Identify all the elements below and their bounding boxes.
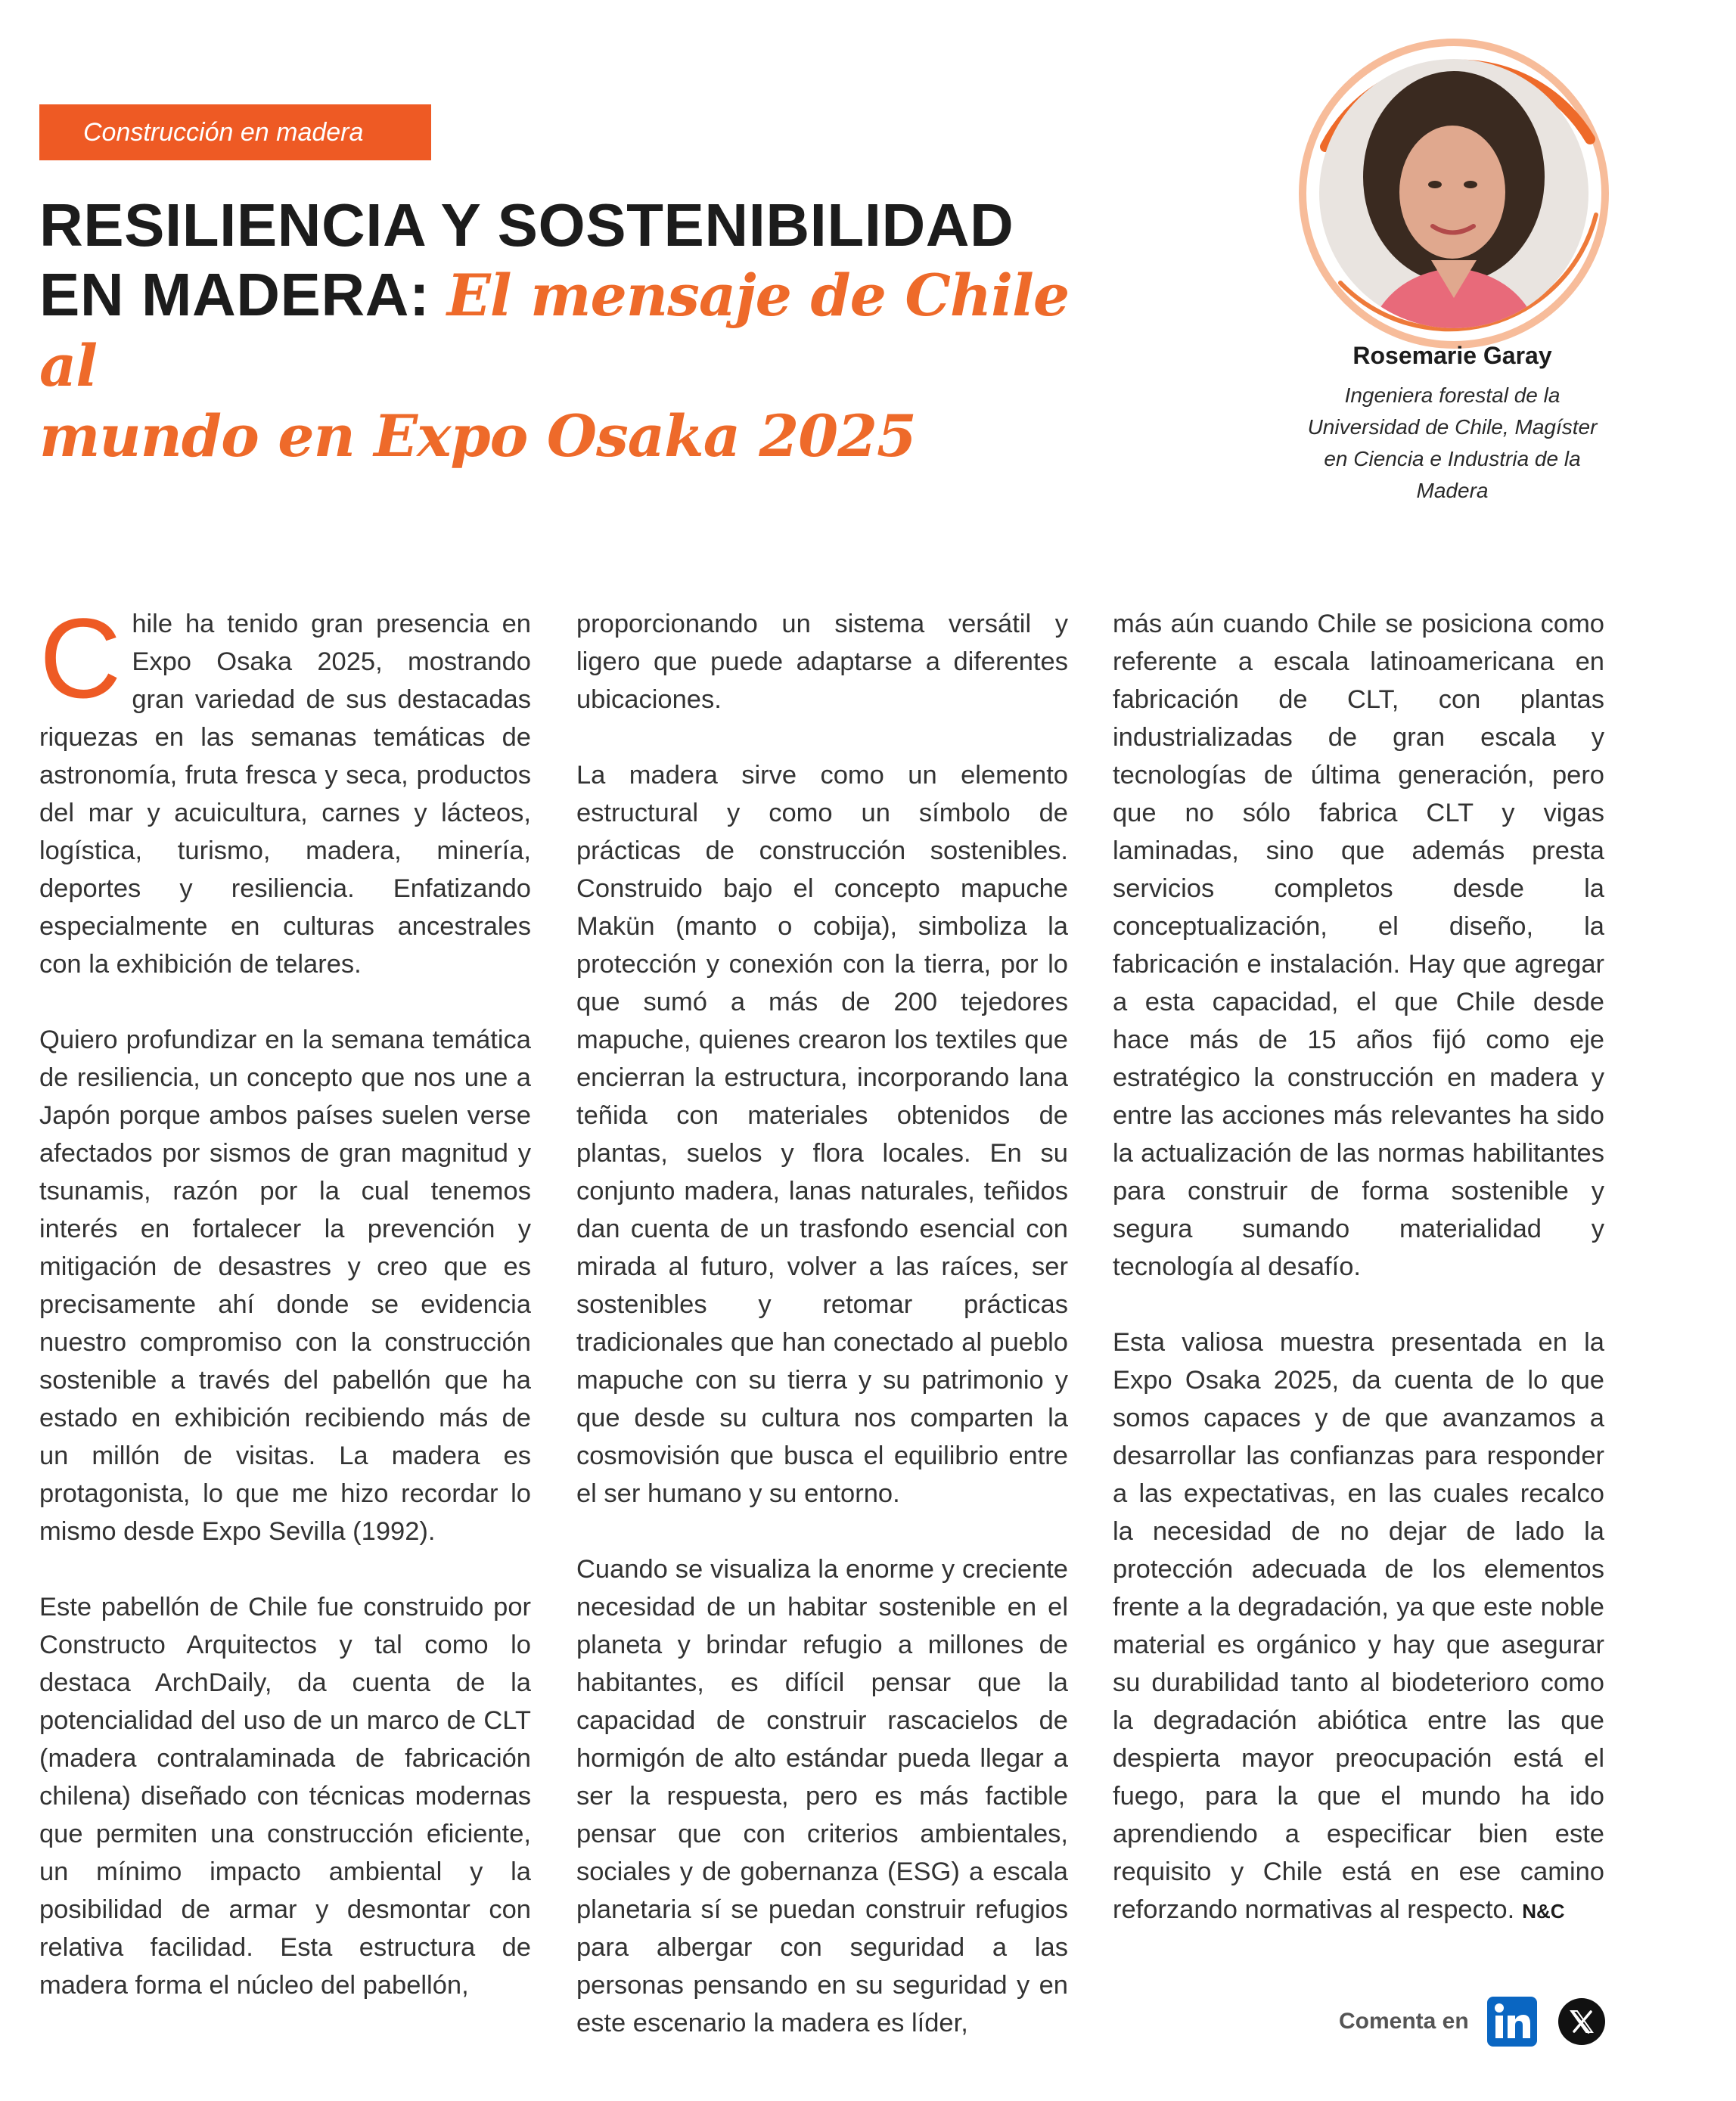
author-bio-line: Madera: [1416, 479, 1489, 502]
paragraph-text: Esta valiosa muestra presentada en la Expo Osaka 2025, da cuenta de lo que somos capaces y de que avanzamos a desarrollar las confianzas para responder a las expectativas, en las cuales recalco la necesidad de no dejar de lado la protección adecuada de los elementos frente a la degradación, ya que este noble material es orgánico y hay que asegurar su durabilidad tanto al biodeterioro como la degradación abiótica entre las que despierta mayor preocupación está el fuego, para la que el mundo ha ido aprendiendo a especificar bien este requisito y Chile está en ese camino reforzando normativas al respecto.: [1113, 1328, 1604, 1924]
signoff: N&C: [1522, 1900, 1565, 1923]
author-bio: [1286, 380, 1619, 507]
author-name: Rosemarie Garay: [1352, 342, 1552, 369]
author-portrait: [1295, 33, 1613, 351]
author-bio-line: en Ciencia e Industria de la: [1324, 447, 1581, 470]
headline-subtitle-part1: El mensaje de Chile al: [39, 262, 1070, 399]
author-photo-icon: [1295, 33, 1613, 351]
linkedin-icon[interactable]: [1487, 1997, 1537, 2047]
author-bio-line: Universidad de Chile, Magíster: [1307, 415, 1598, 439]
paragraph: más aún cuando Chile se posiciona como referente a escala latinoamericana en fabricación de CLT, con plantas industrializadas de gran escala y tecnologías de última generación, pero que no sólo fabrica CLT y vigas laminadas, sino que además presta servicios completos desde la conceptualización, el diseño, la fabricación e instalación. Hay que agregar a esta capacidad, el que Chile desde hace más de 15 años fijó como eje estratégico la construcción en madera y entre las acciones más relevantes ha sido la actualización de las normas habilitantes para construir de forma sostenible y segura sumando materialidad y tecnología al desafío.: [1113, 610, 1604, 1281]
paragraph-text: hile ha tenido gran presencia en Expo Osaka 2025, mostrando gran variedad de sus destacadas riquezas en las semanas temáticas de astronomía, fruta fresca y seca, productos del mar y acuicultura, carnes y lácteos, logística, turismo, madera, minería, deportes y resiliencia. Enfatizando especialmente en culturas ancestrales con la exhibición de telares.: [39, 610, 531, 979]
author-bio-line: Ingeniera forestal de la: [1344, 383, 1561, 407]
paragraph: proporcionando un sistema versátil y ligero que puede adaptarse a diferentes ubicaciones.: [576, 610, 1068, 714]
paragraph: [1113, 1324, 1604, 1930]
paragraph: La madera sirve como un elemento estructural y como un símbolo de prácticas de construcción sostenibles. Construido bajo el concepto mapuche Makün (manto o cobija), simboliza la protección y conexión con la tierra, por lo que sumó a más de 200 tejedores mapuche, quienes crearon los textiles que encierran la estructura, incorporando lana teñida con materiales obtenidos de plantas, suelos y flora locales. En su conjunto madera, lanas naturales, teñidos dan cuenta de un trasfondo esencial con mirada al futuro, volver a las raíces, ser sostenibles y retomar prácticas tradicionales que han conectado al pueblo mapuche con su tierra y su patrimonio y que desde su cultura nos comparten la cosmovisión que busca el equilibrio entre el ser humano y su entorno.: [576, 761, 1068, 1508]
headline-line2-lead: EN MADERA:: [39, 261, 447, 328]
headline: [39, 191, 1113, 471]
paragraph: Este pabellón de Chile fue construido por Constructo Arquitectos y tal como lo destaca ArchDaily, da cuenta de la potencialidad del uso de un marco de CLT (madera contralaminada de fabricación chilena) diseñado con técnicas modernas que permiten una construcción eficiente, un mínimo impacto ambiental y la posibilidad de armar y desmontar con relativa facilidad. Esta estructura de madera forma el núcleo del pabellón,: [39, 1593, 531, 2000]
drop-cap: C: [39, 594, 122, 722]
x-icon[interactable]: [1558, 1998, 1605, 2045]
headline-line1: RESILIENCIA Y SOSTENIBILIDAD: [39, 191, 1014, 259]
comment-bar: [1339, 1995, 1626, 2048]
headline-subtitle-part2: mundo en Expo Osaka 2025: [39, 402, 916, 470]
article-column-2: [576, 605, 1068, 2080]
paragraph: Quiero profundizar en la semana temática de resiliencia, un concepto que nos une a Japón porque ambos países suelen verse afectados por sismos de gran magnitud y tsunamis, razón por la cual tenemos interés en fortalecer la prevención y mitigación de desastres y creo que es precisamente ahí donde se evidencia nuestro compromiso con la construcción sostenible a través del pabellón que ha estado en exhibición recibiendo más de un millón de visitas. La madera es protagonista, lo que me hizo recordar lo mismo desde Expo Sevilla (1992).: [39, 1026, 531, 1546]
paragraph: Cuando se visualiza la enorme y creciente necesidad de un habitar sostenible en el planeta y brindar refugio a millones de habitantes, es difícil pensar que la capacidad de construir rascacielos de hormigón de alto estándar pueda llegar a ser la respuesta, pero es más factible pensar que con criterios ambientales, sociales y de gobernanza (ESG) a escala planetaria sí se puedan construir refugios para albergar con seguridad a las personas pensando en su seguridad y en este escenario la madera es líder,: [576, 1555, 1068, 2037]
comment-label: Comenta en: [1339, 2009, 1469, 2034]
paragraph: [39, 594, 531, 983]
article-column-1: [39, 594, 531, 2042]
article-column-3: [1113, 605, 1604, 1968]
section-tag: Construcción en madera: [39, 104, 431, 160]
